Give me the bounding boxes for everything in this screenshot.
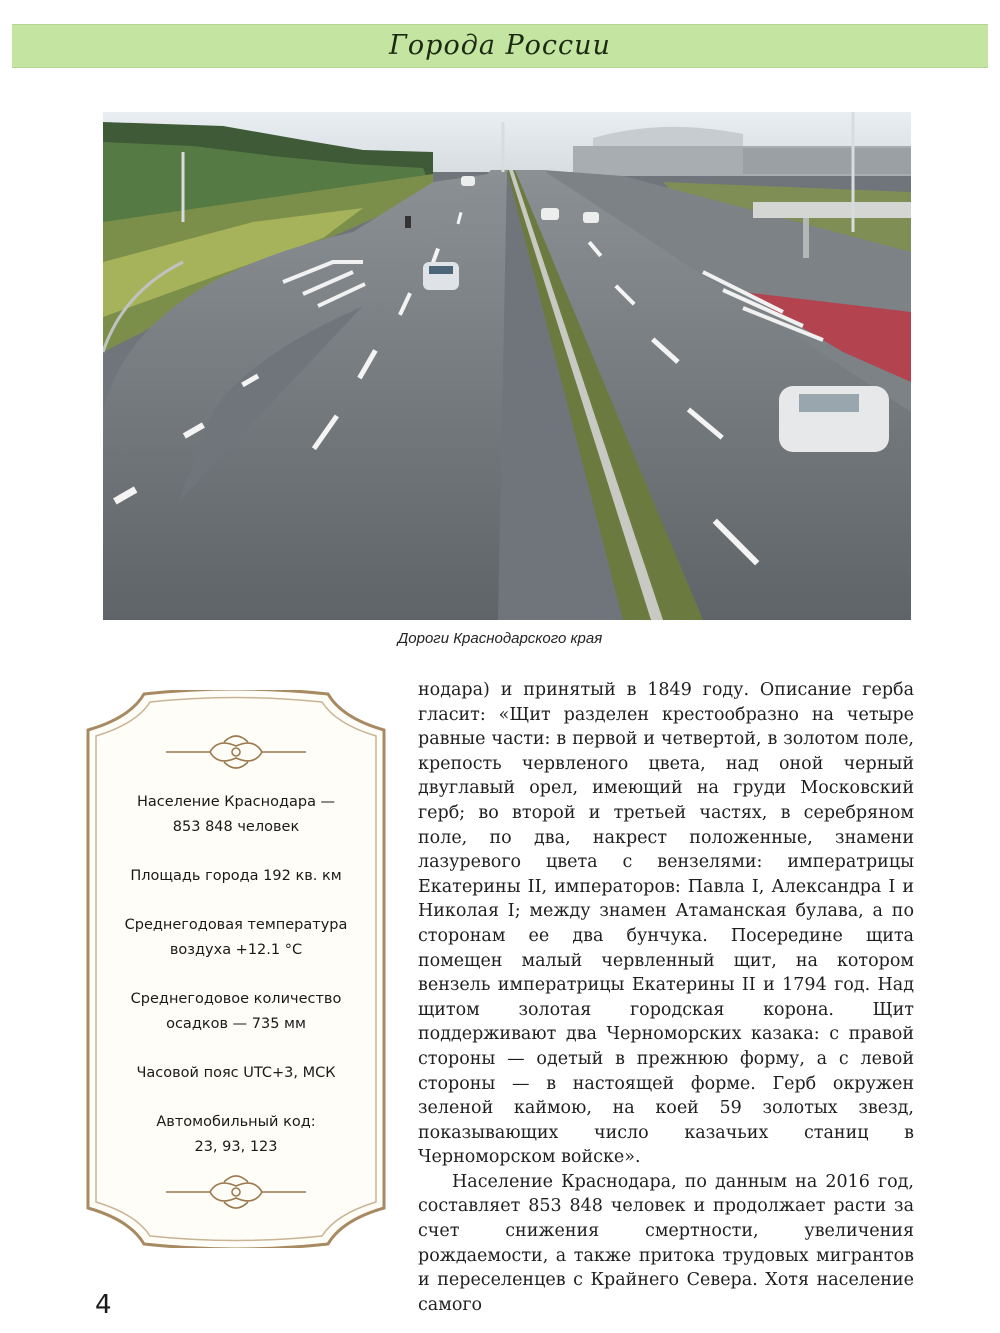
- fact-text: осадков — 735 мм: [166, 1016, 306, 1032]
- fact-text: Среднегодовое количество: [130, 991, 342, 1007]
- fact-precipitation: [108, 987, 364, 1037]
- fact-timezone: [108, 1061, 364, 1086]
- fact-text: Население Краснодара —: [136, 794, 336, 810]
- highway-photo: [103, 112, 911, 620]
- body-paragraph: нодара) и принятый в 1849 году. Описание герба гласит: «Щит разделен крестообразно на четыре равные части: в первой и четвертой, в золотом поле, крепость червленого цвета, над оной черный двуглавый орел, имеющий на груди Московский герб; во второй и третьей частях, в серебряном поле, по два, накрест положенные, знамени лазуревого цвета с вензелями: императрицы Екатерины II, императоров: Павла I, Александра I и Николая I; между знамен Атаманская булава, а по сторонам ее два бунчука. Посередине щита помещен малый червленный щит, на котором вензель императрицы Екатерины II и 1794 год. Над щитом золотая городская корона. Щит поддерживают два Черноморских казака: с правой стороны — одетый в прежнюю форму, а с левой стороны — в настоящей форме. Герб окружен зеленой каймою, на коей 59 золотых звезд, показывающих число казачьих станиц в Черноморском войске».: [418, 680, 914, 1168]
- fact-text: Площадь города 192 кв. км: [130, 868, 342, 884]
- fact-text: 853 848 человек: [172, 819, 300, 835]
- section-header-band: [12, 24, 988, 68]
- fact-area: [108, 864, 364, 889]
- page-number: 4: [95, 1290, 112, 1320]
- fact-temperature: [108, 913, 364, 963]
- fact-text: Среднегодовая температура: [124, 917, 348, 933]
- photo-caption: Дороги Краснодарского края: [397, 630, 603, 647]
- section-title: Города России: [389, 30, 611, 61]
- facts-list: [108, 790, 364, 1184]
- article-body: [418, 678, 914, 1317]
- city-facts-box: [84, 690, 388, 1248]
- body-paragraph: Население Краснодара, по данным на 2016 год, составляет 853 848 человек и продолжает расти за счет снижения смертности, увеличения рождаемости, а также притока трудовых мигрантов и переселенцев с Крайнего Севера. Хотя население самого: [418, 1171, 914, 1315]
- fact-text: 23, 93, 123: [194, 1139, 278, 1155]
- fact-text: Автомобильный код:: [156, 1114, 316, 1130]
- highway-illustration: [103, 112, 911, 620]
- fact-text: Часовой пояс UTC+3, МСК: [136, 1065, 336, 1081]
- fact-population: [108, 790, 364, 840]
- fact-vehicle-code: [108, 1110, 364, 1160]
- fact-text: воздуха +12.1 °С: [169, 942, 303, 958]
